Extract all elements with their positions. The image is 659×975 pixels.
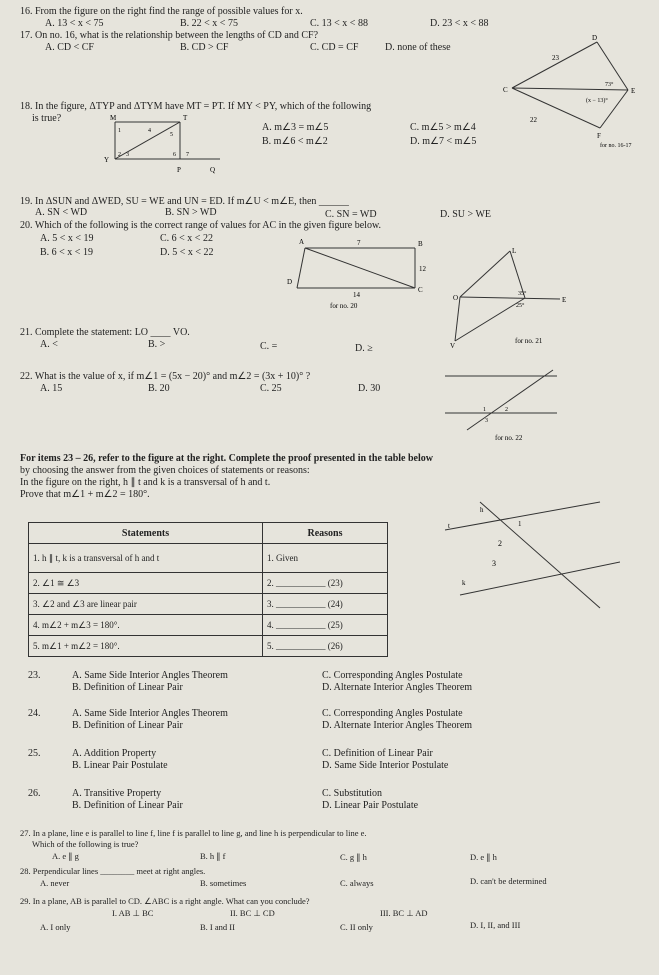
- q29-option-ii: II. BC ⊥ CD: [230, 908, 275, 918]
- q28-choice-d: D. can't be determined: [470, 876, 547, 886]
- q24-choice-b: B. Definition of Linear Pair: [72, 720, 183, 731]
- proof-row: [29, 573, 388, 594]
- fig21-label-l: L: [512, 247, 517, 255]
- figure-20: [275, 236, 440, 316]
- fig18-angle-6: 6: [173, 152, 176, 158]
- proof-header-row: [29, 523, 388, 544]
- fig16-side-bottom: 22: [530, 116, 537, 124]
- q22-stem: 22. What is the value of x, if m∠1 = (5x − 20)° and m∠2 = (3x + 10)° ?: [20, 371, 311, 382]
- fig22-angle-3: 3: [485, 418, 488, 424]
- fig18-angle-1: 1: [118, 128, 121, 134]
- proof-row: [29, 615, 388, 636]
- q29-option-i: I. AB ⊥ BC: [112, 908, 154, 918]
- figure-16-17: [500, 30, 655, 150]
- proof-reason: 3. ___________ (24): [263, 594, 388, 615]
- fig2326-label-h: h: [480, 506, 484, 514]
- proof-row: [29, 636, 388, 657]
- q29-option-iii: III. BC ⊥ AD: [380, 908, 428, 918]
- fig18-angle-7: 7: [186, 152, 189, 158]
- q29-choice-b: B. I and II: [200, 922, 235, 932]
- fig18-label-t: T: [183, 114, 188, 122]
- q25-choice-c: C. Definition of Linear Pair: [322, 748, 433, 759]
- q29-choice-c: C. II only: [340, 922, 373, 932]
- q21-choice-b: B. >: [148, 339, 166, 350]
- q16-stem: 16. From the figure on the right find the range of possible values for x.: [20, 6, 303, 17]
- q28-choice-b: B. sometimes: [200, 878, 247, 888]
- figure-21: [450, 245, 580, 350]
- q19-choice-c: C. SN = WD: [325, 209, 377, 220]
- fig2326-label-k: k: [462, 579, 466, 587]
- fig21-label-o: O: [453, 294, 459, 302]
- fig2326-angle-2: 2: [498, 539, 502, 548]
- q20-choice-b: B. 6 < x < 19: [40, 247, 93, 258]
- fig18-angle-4: 4: [148, 128, 151, 134]
- q20-choice-d: D. 5 < x < 22: [160, 247, 214, 258]
- fig21-caption: for no. 21: [515, 337, 543, 345]
- q18-stem-line2: is true?: [32, 113, 62, 124]
- q17-choice-d: D. none of these: [385, 42, 451, 53]
- proof-reason: 5. ___________ (26): [263, 636, 388, 657]
- fig21-angle-top: 35°: [518, 291, 527, 297]
- q16-choice-c: C. 13 < x < 88: [310, 18, 368, 29]
- fig18-angle-2: 2: [118, 152, 121, 158]
- fig16-caption: for no. 16-17: [600, 143, 632, 149]
- q21-choice-d: D. ≥: [355, 343, 373, 354]
- fig18-label-q: Q: [210, 166, 216, 174]
- fig21-label-e: E: [562, 296, 567, 304]
- fig22-angle-2: 2: [505, 407, 508, 413]
- q23-choice-a: A. Same Side Interior Angles Theorem: [72, 670, 228, 681]
- q26-number: 26.: [28, 788, 41, 799]
- fig22-angle-1: 1: [483, 407, 486, 413]
- fig20-side-bottom: 14: [353, 291, 360, 299]
- q24-choice-d: D. Alternate Interior Angles Theorem: [322, 720, 473, 731]
- q28-choice-a: A. never: [40, 878, 70, 888]
- proof-statement: 1. h ∥ t, k is a transversal of h and t: [29, 544, 263, 573]
- fig20-caption: for no. 20: [330, 302, 358, 310]
- q17-stem: 17. On no. 16, what is the relationship between the lengths of CD and CF?: [20, 30, 319, 41]
- q27-choice-d: D. e ∥ h: [470, 852, 497, 862]
- q23-choice-c: C. Corresponding Angles Postulate: [322, 670, 463, 681]
- fig16-label-d: D: [592, 34, 598, 42]
- q22-choice-a: A. 15: [40, 383, 63, 394]
- q20-choice-a: A. 5 < x < 19: [40, 233, 94, 244]
- fig18-label-y: Y: [104, 156, 110, 164]
- q23-choice-b: B. Definition of Linear Pair: [72, 682, 183, 693]
- fig20-side-top: 7: [357, 239, 361, 247]
- proof-reason: 1. Given: [263, 544, 388, 573]
- fig18-label-m: M: [110, 114, 117, 122]
- q26-choice-b: B. Definition of Linear Pair: [72, 800, 183, 811]
- q24-choice-c: C. Corresponding Angles Postulate: [322, 708, 463, 719]
- q27-choice-c: C. g ∥ h: [340, 852, 367, 862]
- q22-choice-b: B. 20: [148, 383, 170, 394]
- q19-choice-a: A. SN < WD: [35, 207, 88, 218]
- fig18-angle-5: 5: [170, 132, 173, 138]
- fig20-label-d: D: [287, 278, 293, 286]
- q18-choice-c: C. m∠5 > m∠4: [410, 122, 476, 133]
- q25-number: 25.: [28, 748, 41, 759]
- q16-choice-a: A. 13 < x < 75: [45, 18, 104, 29]
- fig16-side-top: 23: [552, 54, 559, 62]
- items-intro-line2: by choosing the answer from the given choices of statements or reasons:: [20, 465, 310, 476]
- proof-statement: 4. m∠2 + m∠3 = 180°.: [29, 615, 263, 636]
- fig16-label-c: C: [503, 86, 508, 94]
- items-intro-line3: In the figure on the right, h ∥ t and k is a transversal of h and t.: [20, 477, 271, 488]
- fig18-label-p: P: [177, 166, 181, 174]
- fig22-caption: for no. 22: [495, 434, 523, 442]
- q19-choice-b: B. SN > WD: [165, 207, 217, 218]
- fig18-angle-3: 3: [126, 152, 129, 158]
- q18-stem-line1: 18. In the figure, ΔTYP and ΔTYM have MT = PT. If MY < PY, which of the following: [20, 101, 372, 112]
- q22-choice-c: C. 25: [260, 383, 282, 394]
- q26-choice-c: C. Substitution: [322, 788, 383, 799]
- proof-statement: 3. ∠2 and ∠3 are linear pair: [29, 594, 263, 615]
- q24-number: 24.: [28, 708, 41, 719]
- proof-reason: 4. ___________ (25): [263, 615, 388, 636]
- fig20-label-c: C: [418, 286, 423, 294]
- fig20-side-right: 12: [419, 265, 426, 273]
- q19-choice-d: D. SU > WE: [440, 209, 492, 220]
- proof-table: [28, 522, 388, 657]
- fig21-angle-bottom: 25°: [516, 303, 525, 309]
- q28-stem: 28. Perpendicular lines ________ meet at right angles.: [20, 866, 206, 876]
- q17-choice-b: B. CD > CF: [180, 42, 229, 53]
- q20-stem: 20. Which of the following is the correct range of values for AC in the given figure below.: [20, 220, 382, 231]
- q27-choice-b: B. h ∥ f: [200, 851, 226, 861]
- q24-choice-a: A. Same Side Interior Angles Theorem: [72, 708, 228, 719]
- q26-choice-d: D. Linear Pair Postulate: [322, 800, 419, 811]
- fig16-label-e: E: [631, 87, 636, 95]
- q18-choice-d: D. m∠7 < m∠5: [410, 136, 477, 147]
- q21-stem: 21. Complete the statement: LO ____ VO.: [20, 327, 190, 338]
- q28-choice-c: C. always: [340, 878, 374, 888]
- figure-18: [70, 112, 225, 176]
- proof-header-reasons: Reasons: [263, 523, 388, 544]
- q27-choice-a: A. e ∥ g: [52, 851, 79, 861]
- q22-choice-d: D. 30: [358, 383, 381, 394]
- fig2326-angle-3: 3: [492, 559, 496, 568]
- fig2326-angle-1: 1: [518, 520, 522, 528]
- fig20-label-b: B: [418, 240, 423, 248]
- q23-choice-d: D. Alternate Interior Angles Theorem: [322, 682, 473, 693]
- q25-choice-a: A. Addition Property: [72, 748, 157, 759]
- fig21-label-v: V: [450, 342, 456, 350]
- q21-choice-a: A. <: [40, 339, 58, 350]
- q21-choice-c: C. =: [260, 341, 278, 352]
- figure-23-26: [420, 500, 620, 610]
- q29-choice-a: A. I only: [40, 922, 71, 932]
- q29-choice-d: D. I, II, and III: [470, 920, 521, 930]
- q17-choice-a: A. CD < CF: [45, 42, 94, 53]
- q16-choice-b: B. 22 < x < 75: [180, 18, 238, 29]
- q20-choice-c: C. 6 < x < 22: [160, 233, 213, 244]
- proof-row: [29, 544, 388, 573]
- fig16-label-f: F: [597, 132, 601, 140]
- q25-choice-b: B. Linear Pair Postulate: [72, 760, 168, 771]
- proof-statement: 2. ∠1 ≅ ∠3: [29, 573, 263, 594]
- fig2326-label-t: t: [448, 522, 450, 530]
- q17-choice-c: C. CD = CF: [310, 42, 359, 53]
- proof-row: [29, 594, 388, 615]
- q19-stem: 19. In ΔSUN and ΔWED, SU = WE and UN = ED. If m∠U < m∠E, then ______: [20, 196, 349, 207]
- proof-header-statements: Statements: [29, 523, 263, 544]
- q16-choice-d: D. 23 < x < 88: [430, 18, 489, 29]
- figure-22: [445, 368, 565, 448]
- q27-stem-line2: Which of the following is true?: [32, 839, 139, 849]
- q27-stem-line1: 27. In a plane, line e is parallel to line f, line f is parallel to line g, and line h is perpendicular to line e.: [20, 828, 367, 838]
- q18-choice-a: A. m∠3 = m∠5: [262, 122, 329, 133]
- proof-reason: 2. ___________ (23): [263, 573, 388, 594]
- fig20-label-a: A: [299, 238, 305, 246]
- fig16-angle-expr: (x − 13)°: [586, 98, 608, 104]
- q29-stem: 29. In a plane, AB is parallel to CD. ∠ABC is a right angle. What can you conclude?: [20, 896, 310, 906]
- fig16-angle-top: 73°: [605, 82, 614, 88]
- q18-choice-b: B. m∠6 < m∠2: [262, 136, 328, 147]
- items-intro-line1: For items 23 – 26, refer to the figure at the right. Complete the proof presented in the table below: [20, 453, 433, 464]
- proof-statement: 5. m∠1 + m∠2 = 180°.: [29, 636, 263, 657]
- items-intro-line4: Prove that m∠1 + m∠2 = 180°.: [20, 489, 150, 500]
- q26-choice-a: A. Transitive Property: [72, 788, 162, 799]
- q23-number: 23.: [28, 670, 41, 681]
- q25-choice-d: D. Same Side Interior Postulate: [322, 760, 449, 771]
